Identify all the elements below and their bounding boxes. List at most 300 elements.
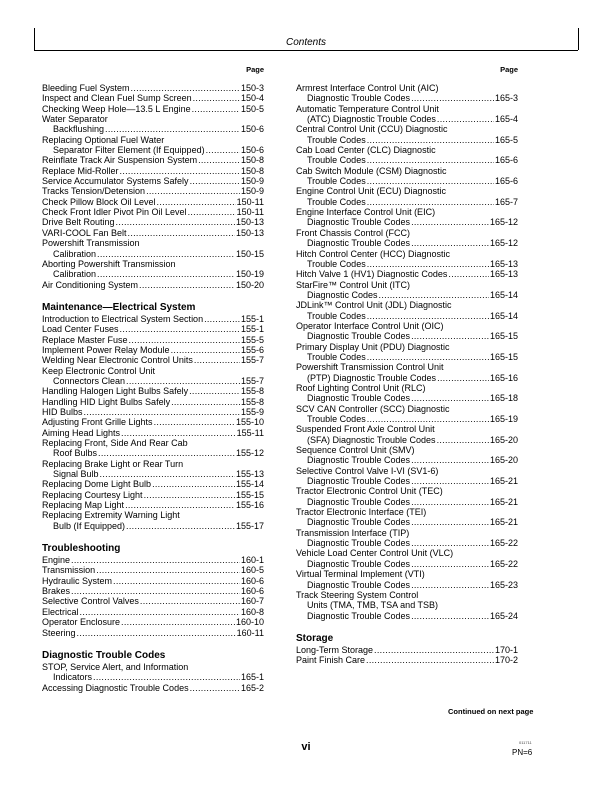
dot-leader <box>411 497 489 507</box>
toc-entry[interactable] <box>42 397 264 407</box>
toc-entry-title: Steering <box>42 627 76 638</box>
section-heading: Maintenance—Electrical System <box>42 301 196 313</box>
section-heading: Storage <box>296 632 334 644</box>
toc-entry-line: Cab Load Center (CLC) Diagnostic <box>296 145 436 156</box>
toc-entry-page: 150-5 <box>240 103 264 114</box>
toc-entry-line: Track Steering System Control <box>296 589 419 600</box>
toc-entry[interactable] <box>42 104 264 114</box>
toc-entry-page: 150-19 <box>235 269 264 280</box>
toc-entry[interactable] <box>42 83 264 93</box>
toc-entry-line: Sequence Control Unit (SMV) <box>296 445 415 456</box>
toc-entry-title: Trouble Codes <box>307 258 366 269</box>
toc-entry[interactable] <box>296 197 518 207</box>
toc-entry[interactable] <box>42 565 264 575</box>
toc-entry-page: 155-14 <box>235 479 264 490</box>
toc-entry[interactable] <box>42 479 264 489</box>
toc-entry-page: 165-12 <box>489 217 518 228</box>
toc-entry-title: Hitch Valve 1 (HV1) Diagnostic Codes <box>296 269 448 280</box>
toc-entry-line: Keep Electronic Control Unit <box>42 365 156 376</box>
continued-note: Continued on next page <box>448 707 534 716</box>
toc-entry-page: 160-10 <box>235 617 264 628</box>
toc-entry-line: Water Separator <box>42 114 108 125</box>
toc-entry[interactable] <box>42 155 264 165</box>
toc-entry-page: 165-13 <box>489 258 518 269</box>
toc-entry[interactable] <box>42 417 264 427</box>
toc-entry-line: Powershift Transmission <box>42 238 140 249</box>
toc-entry[interactable] <box>42 672 264 682</box>
toc-left-column <box>42 66 264 693</box>
toc-entry[interactable] <box>42 628 264 638</box>
toc-entry-page: 155-7 <box>240 375 264 386</box>
dot-leader <box>125 500 235 510</box>
toc-entry[interactable] <box>42 683 264 693</box>
toc-entry-title: Replace Master Fuse <box>42 334 128 345</box>
dot-leader <box>192 104 240 114</box>
dot-leader <box>411 538 489 548</box>
toc-entry-page: 165-15 <box>489 351 518 362</box>
toc-entry-line: Replacing Brake Light or Rear Turn <box>42 458 184 469</box>
toc-entry[interactable] <box>296 580 518 590</box>
toc-entry-line: Powershift Transmission Control Unit <box>296 362 444 373</box>
header-rule <box>34 50 578 51</box>
toc-entry-title: Trouble Codes <box>307 134 366 145</box>
toc-entry-title: Selective Control Valves <box>42 596 139 607</box>
toc-entry[interactable] <box>42 386 264 396</box>
dot-leader <box>171 397 240 407</box>
toc-entry[interactable] <box>296 238 518 248</box>
toc-entry[interactable] <box>42 407 264 417</box>
toc-entry[interactable] <box>42 576 264 586</box>
toc-entry-line: Transmission Interface (TIP) <box>296 527 410 538</box>
toc-entry[interactable] <box>42 280 264 290</box>
toc-entry-line: STOP, Service Alert, and Information <box>42 661 189 672</box>
dot-leader <box>97 249 235 259</box>
page-header-title: Contents <box>285 37 327 48</box>
toc-entry-page: 150-9 <box>240 186 264 197</box>
toc-entry-title: Diagnostic Trouble Codes <box>307 496 411 507</box>
dot-leader <box>190 683 240 693</box>
toc-entry-title: Trouble Codes <box>307 196 366 207</box>
toc-entry-line: Operator Interface Control Unit (OIC) <box>296 320 444 331</box>
toc-entry[interactable] <box>296 476 518 486</box>
toc-entry-title: Diagnostic Trouble Codes <box>307 517 411 528</box>
toc-entry-line: Automatic Temperature Control Unit <box>296 103 439 114</box>
dot-leader <box>120 166 240 176</box>
toc-entry-page: 155-1 <box>240 313 264 324</box>
toc-entry-line: Selective Control Valve I-VI (SV1-6) <box>296 465 439 476</box>
toc-entry[interactable] <box>296 217 518 227</box>
toc-entry[interactable] <box>296 176 518 186</box>
toc-entry[interactable] <box>42 335 264 345</box>
toc-entry-title: Implement Power Relay Module <box>42 344 170 355</box>
toc-entry[interactable] <box>42 269 264 279</box>
toc-entry-title: Hydraulic System <box>42 575 113 586</box>
toc-entry-title: Signal Bulb <box>53 469 99 480</box>
toc-entry-page: 155-11 <box>236 427 264 438</box>
toc-entry[interactable] <box>296 114 518 124</box>
toc-entry-title: (ATC) Diagnostic Trouble Codes <box>307 114 436 125</box>
toc-entry-page: 170-1 <box>494 644 518 655</box>
toc-entry-page: 160-1 <box>240 555 264 566</box>
toc-entry-line: Engine Control Unit (ECU) Diagnostic <box>296 186 447 197</box>
toc-entry-page: 165-22 <box>489 558 518 569</box>
dot-leader <box>80 607 240 617</box>
toc-entry-title: Replacing Courtesy Light <box>42 489 143 500</box>
dot-leader <box>367 311 489 321</box>
toc-entry[interactable] <box>296 259 518 269</box>
toc-entry[interactable] <box>296 538 518 548</box>
toc-entry-page: 160-6 <box>240 575 264 586</box>
dot-leader <box>144 490 235 500</box>
toc-entry-title: Connectors Clean <box>53 375 126 386</box>
toc-entry-title: Electrical <box>42 606 79 617</box>
toc-entry-line: Roof Lighting Control Unit (RLC) <box>296 382 426 393</box>
dot-leader <box>198 155 240 165</box>
toc-entry[interactable] <box>42 176 264 186</box>
toc-entry-line: Front Chassis Control (FCC) <box>296 227 411 238</box>
toc-entry-page: 160-7 <box>240 596 264 607</box>
toc-entry-page: 165-2 <box>240 682 264 693</box>
toc-entry-title: Diagnostic Trouble Codes <box>307 610 411 621</box>
dot-leader <box>367 155 494 165</box>
dot-leader <box>411 238 489 248</box>
dot-leader <box>154 417 235 427</box>
toc-entry-title: Diagnostic Trouble Codes <box>307 238 411 249</box>
toc-entry-page: 155-13 <box>235 469 264 480</box>
toc-entry-title: Diagnostic Trouble Codes <box>307 393 411 404</box>
toc-left-list <box>42 83 264 693</box>
dot-leader <box>367 259 489 269</box>
dot-leader <box>411 559 489 569</box>
toc-entry-title: Check Front Idler Pivot Pin Oil Level <box>42 207 187 218</box>
toc-entry[interactable] <box>42 490 264 500</box>
dot-leader <box>157 197 236 207</box>
toc-entry-page: 155-8 <box>240 396 264 407</box>
toc-entry-title: Replacing Dome Light Bulb <box>42 479 152 490</box>
toc-entry[interactable] <box>296 645 518 655</box>
dot-leader <box>411 217 489 227</box>
toc-entry-title: Engine <box>42 555 71 566</box>
dot-leader <box>128 228 235 238</box>
toc-entry[interactable] <box>42 355 264 365</box>
dot-leader <box>437 435 489 445</box>
toc-entry-title: HID Bulbs <box>42 406 83 417</box>
dot-leader <box>367 135 494 145</box>
toc-entry-page: 165-6 <box>494 155 518 166</box>
dot-leader <box>188 207 236 217</box>
dot-leader <box>367 352 489 362</box>
toc-entry-title: Reinflate Track Air Suspension System <box>42 155 198 166</box>
dot-leader <box>84 407 240 417</box>
toc-entry-page: 165-14 <box>489 310 518 321</box>
toc-entry-line: Aborting Powershift Transmission <box>42 258 176 269</box>
toc-entry[interactable] <box>296 352 518 362</box>
toc-entry[interactable] <box>296 611 518 621</box>
toc-entry-page: 165-22 <box>489 538 518 549</box>
toc-entry[interactable] <box>296 655 518 665</box>
toc-entry[interactable] <box>296 393 518 403</box>
toc-entry-title: Handling Halogen Light Bulbs Safely <box>42 386 189 397</box>
toc-entry-title: Diagnostic Trouble Codes <box>307 558 411 569</box>
toc-entry-title: Bulb (If Equipped) <box>53 520 126 531</box>
toc-entry-line: JDLink™ Control Unit (JDL) Diagnostic <box>296 300 452 311</box>
dot-leader <box>100 469 235 479</box>
toc-entry-title: Diagnostic Trouble Codes <box>307 579 411 590</box>
toc-entry-page: 150-8 <box>240 165 264 176</box>
toc-entry-page: 165-21 <box>489 476 518 487</box>
dot-leader <box>206 145 240 155</box>
toc-entry-line: Suspended Front Axle Control Unit <box>296 424 435 435</box>
toc-entry[interactable] <box>296 155 518 165</box>
toc-entry[interactable] <box>42 197 264 207</box>
toc-entry-line: Primary Display Unit (PDU) Diagnostic <box>296 341 450 352</box>
toc-entry-line: SCV CAN Controller (SCC) Diagnostic <box>296 403 450 414</box>
toc-entry-page: 165-5 <box>494 134 518 145</box>
toc-entry[interactable] <box>42 376 264 386</box>
toc-entry[interactable] <box>42 586 264 596</box>
dot-leader <box>131 83 240 93</box>
section-heading: Diagnostic Trouble Codes <box>42 649 166 661</box>
dot-leader <box>204 314 240 324</box>
toc-entry-page: 165-1 <box>240 672 264 683</box>
toc-entry[interactable] <box>42 607 264 617</box>
toc-entry-page: 150-11 <box>236 196 264 207</box>
dot-leader <box>411 455 489 465</box>
toc-entry-title: Introduction to Electrical System Section <box>42 313 204 324</box>
toc-entry-line: Hitch Control Center (HCC) Diagnostic <box>296 248 451 259</box>
toc-entry-page: 165-20 <box>489 455 518 466</box>
dot-leader <box>96 565 240 575</box>
toc-right-list <box>296 83 518 666</box>
dot-leader <box>189 386 240 396</box>
toc-entry-title: Trouble Codes <box>307 155 366 166</box>
toc-entry-title: Diagnostic Codes <box>307 289 378 300</box>
toc-entry-page: 165-15 <box>489 331 518 342</box>
toc-entry[interactable] <box>42 324 264 334</box>
toc-entry-title: Bleeding Fuel System <box>42 83 130 93</box>
dot-leader <box>105 124 240 134</box>
toc-entry-title: VARI-COOL Fan Belt <box>42 227 127 238</box>
toc-entry-page: 165-4 <box>494 114 518 125</box>
pn-label: PN=6 <box>512 748 533 757</box>
dot-leader <box>171 345 240 355</box>
dot-leader <box>374 645 494 655</box>
toc-entry-page: 155-9 <box>240 406 264 417</box>
toc-entry-title: Load Center Fuses <box>42 324 119 335</box>
dot-leader <box>411 580 489 590</box>
toc-entry-title: Trouble Codes <box>307 414 366 424</box>
toc-entry[interactable] <box>296 559 518 569</box>
toc-entry-title: Adjusting Front Grille Lights <box>42 417 153 428</box>
toc-entry-title: Operator Enclosure <box>42 617 121 628</box>
toc-entry-page: 155-12 <box>235 448 264 459</box>
toc-entry-page: 165-14 <box>489 289 518 300</box>
dot-leader <box>411 517 489 527</box>
toc-entry-title: Handling HID Light Bulbs Safely <box>42 396 171 407</box>
toc-entry-title: Brakes <box>42 586 71 597</box>
toc-entry-page: 160-6 <box>240 586 264 597</box>
page-column-label: Page <box>500 65 518 74</box>
toc-entry[interactable] <box>296 435 518 445</box>
toc-entry-title: Aiming Head Lights <box>42 427 121 438</box>
dot-leader <box>411 393 489 403</box>
dot-leader <box>367 197 494 207</box>
toc-entry[interactable] <box>296 135 518 145</box>
dot-leader <box>411 611 489 621</box>
toc-entry-page: 155-7 <box>240 355 264 366</box>
toc-entry[interactable] <box>42 521 264 531</box>
toc-right-column <box>296 66 518 666</box>
toc-entry-line: Virtual Terminal Implement (VTI) <box>296 569 425 580</box>
dot-leader <box>193 93 240 103</box>
toc-entry-page: 150-4 <box>240 93 264 104</box>
toc-entry-page: 150-15 <box>235 248 264 259</box>
toc-entry-line: Engine Interface Control Unit (EIC) <box>296 207 436 218</box>
dot-leader <box>367 176 494 186</box>
toc-entry-page: 155-16 <box>235 500 264 511</box>
section-heading: Troubleshooting <box>42 543 121 555</box>
toc-entry-page: 150-20 <box>235 279 264 290</box>
toc-entry-title: Paint Finish Care <box>296 655 366 666</box>
toc-entry[interactable] <box>296 311 518 321</box>
dot-leader <box>194 355 240 365</box>
toc-entry-title: (PTP) Diagnostic Trouble Codes <box>307 372 437 383</box>
toc-entry[interactable] <box>296 414 518 424</box>
toc-entry-line: Units (TMA, TMB, TSA and TSB) <box>307 600 439 611</box>
toc-entry-page: 165-24 <box>489 610 518 621</box>
dot-leader <box>77 628 236 638</box>
toc-entry-page: 160-11 <box>236 627 264 638</box>
toc-entry[interactable] <box>42 217 264 227</box>
toc-entry[interactable] <box>42 555 264 565</box>
toc-entry-page: 155-10 <box>235 417 264 428</box>
toc-entry[interactable] <box>296 517 518 527</box>
toc-entry-line: Replacing Extremity Warning Light <box>42 510 180 521</box>
toc-entry[interactable] <box>296 269 518 279</box>
toc-entry[interactable] <box>42 207 264 217</box>
toc-entry-page: 150-3 <box>240 83 264 93</box>
toc-entry-title: Calibration <box>53 248 97 259</box>
toc-entry-page: 150-8 <box>240 155 264 166</box>
toc-entry[interactable] <box>42 500 264 510</box>
dot-leader <box>121 617 235 627</box>
toc-entry-page: 165-18 <box>489 393 518 404</box>
dot-leader <box>121 428 236 438</box>
dot-leader <box>411 476 489 486</box>
toc-entry[interactable] <box>296 373 518 383</box>
toc-entry-title: Replace Mid-Roller <box>42 165 119 176</box>
toc-entry[interactable] <box>42 345 264 355</box>
toc-entry-page: 155-1 <box>240 324 264 335</box>
dot-leader <box>98 448 235 458</box>
toc-entry-page: 165-16 <box>489 372 518 383</box>
dot-leader <box>126 376 240 386</box>
toc-entry-title: Diagnostic Trouble Codes <box>307 455 411 466</box>
toc-entry-line: Tractor Electronic Interface (TEI) <box>296 507 427 518</box>
toc-entry-title: Inspect and Clean Fuel Sump Screen <box>42 93 192 104</box>
toc-entry[interactable] <box>296 290 518 300</box>
toc-entry-line: Tractor Electronic Control Unit (TEC) <box>296 486 443 497</box>
dot-leader <box>146 186 240 196</box>
toc-entry-title: Diagnostic Trouble Codes <box>307 217 411 228</box>
toc-entry[interactable] <box>296 455 518 465</box>
toc-entry-title: Drive Belt Routing <box>42 217 115 228</box>
dot-leader <box>366 655 494 665</box>
toc-entry-title: (SFA) Diagnostic Trouble Codes <box>307 434 436 445</box>
dot-leader <box>437 114 494 124</box>
toc-entry-title: Diagnostic Trouble Codes <box>307 331 411 342</box>
toc-entry[interactable] <box>42 469 264 479</box>
toc-entry[interactable] <box>42 428 264 438</box>
dot-leader <box>140 596 240 606</box>
toc-entry-line: Replacing Front, Side And Rear Cab <box>42 438 188 448</box>
dot-leader <box>190 176 240 186</box>
toc-entry[interactable] <box>42 448 264 458</box>
toc-entry[interactable] <box>42 596 264 606</box>
toc-entry-page: 165-23 <box>489 579 518 590</box>
toc-entry-page: 150-11 <box>236 207 264 218</box>
toc-entry-page: 165-21 <box>489 517 518 528</box>
dot-leader <box>129 335 240 345</box>
toc-entry-title: Long-Term Storage <box>296 644 374 655</box>
toc-entry-page: 160-8 <box>240 606 264 617</box>
toc-entry-line: Replacing Optional Fuel Water <box>42 134 165 145</box>
page-number: vi <box>301 741 311 753</box>
toc-entry-title: Transmission <box>42 565 96 576</box>
toc-entry[interactable] <box>42 93 264 103</box>
toc-entry-title: Checking Weep Hole—13.5 L Engine <box>42 103 191 114</box>
toc-entry-page: 165-6 <box>494 176 518 187</box>
toc-entry-page: 155-8 <box>240 386 264 397</box>
dot-leader <box>97 269 235 279</box>
toc-entry-title: Trouble Codes <box>307 310 366 321</box>
toc-entry-title: Replacing Map Light <box>42 500 125 511</box>
dot-leader <box>437 373 489 383</box>
toc-entry-page: 165-21 <box>489 496 518 507</box>
toc-entry-title: Trouble Codes <box>307 176 366 187</box>
toc-entry[interactable] <box>42 124 264 134</box>
toc-entry-title: Check Pillow Block Oil Level <box>42 196 156 207</box>
toc-entry[interactable] <box>42 145 264 155</box>
toc-entry[interactable] <box>42 617 264 627</box>
toc-entry-title: Air Conditioning System <box>42 279 139 290</box>
toc-entry-page: 155-15 <box>235 489 264 500</box>
toc-entry[interactable] <box>42 166 264 176</box>
toc-entry-page: 155-5 <box>240 334 264 345</box>
toc-entry-line: Armrest Interface Control Unit (AIC) <box>296 83 439 93</box>
toc-entry[interactable] <box>42 228 264 238</box>
toc-entry-title: Backflushing <box>53 124 105 135</box>
toc-entry[interactable] <box>296 93 518 103</box>
toc-entry-page: 155-6 <box>240 344 264 355</box>
dot-leader <box>120 324 240 334</box>
toc-entry-line: Vehicle Load Center Control Unit (VLC) <box>296 548 454 559</box>
toc-entry-title: Diagnostic Trouble Codes <box>307 538 411 549</box>
toc-entry-page: 150-13 <box>235 217 264 228</box>
dot-leader <box>113 576 240 586</box>
toc-entry[interactable] <box>42 314 264 324</box>
toc-entry-page: 150-6 <box>240 145 264 156</box>
toc-entry[interactable] <box>296 497 518 507</box>
toc-entry-page: 165-20 <box>489 434 518 445</box>
toc-entry-page: 165-19 <box>489 414 518 424</box>
dot-leader <box>71 586 240 596</box>
toc-entry-title: Calibration <box>53 269 97 280</box>
toc-entry[interactable] <box>296 331 518 341</box>
toc-entry[interactable] <box>42 186 264 196</box>
toc-entry[interactable] <box>42 249 264 259</box>
dot-leader <box>411 93 494 103</box>
